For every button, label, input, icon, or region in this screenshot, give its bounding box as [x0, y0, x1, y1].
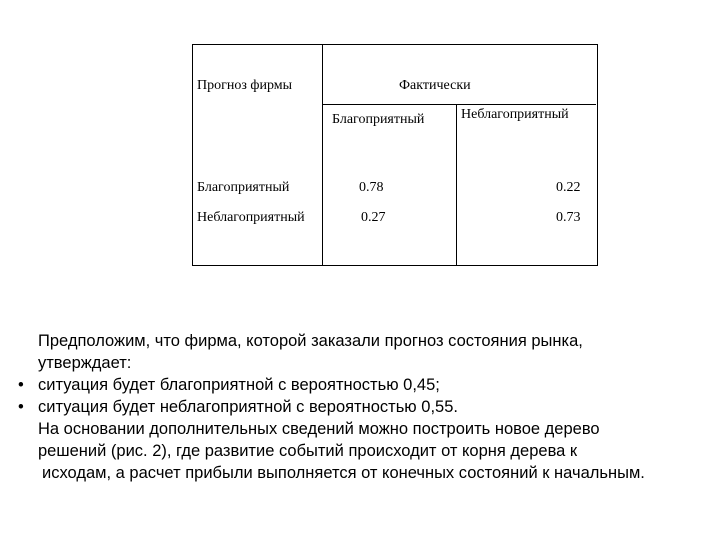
text-line: исходам, а расчет прибыли выполняется от конечных состояний к начальным. — [42, 464, 645, 482]
cell-unfavorable-favorable: 0.27 — [361, 210, 386, 225]
bullet-icon: • — [18, 398, 24, 416]
table-divider-header — [322, 104, 596, 105]
text-line: Предположим, что фирма, которой заказали прогноз состояния рынка, — [38, 332, 583, 350]
row-label-unfavorable: Неблагоприятный — [197, 210, 305, 225]
bullet-icon: • — [18, 376, 24, 394]
table-divider-columns — [456, 104, 457, 266]
row-label-favorable: Благоприятный — [197, 180, 290, 195]
cell-favorable-favorable: 0.78 — [359, 180, 384, 195]
text-line: решений (рис. 2), где развитие событий происходит от корня дерева к — [38, 442, 578, 460]
cell-favorable-unfavorable: 0.22 — [556, 180, 581, 195]
bullet-item — [18, 374, 708, 396]
description-paragraph — [18, 330, 708, 484]
bullet-text: ситуация будет благоприятной с вероятностью 0,45; — [38, 376, 440, 394]
col-header-favorable: Благоприятный — [332, 112, 425, 127]
header-actual-label: Фактически — [399, 78, 471, 93]
header-forecast-label: Прогноз фирмы — [197, 78, 292, 93]
col-header-unfavorable: Неблагоприятный — [461, 107, 569, 122]
text-line: утверждает: — [38, 354, 132, 372]
cell-unfavorable-unfavorable: 0.73 — [556, 210, 581, 225]
bullet-text: ситуация будет неблагоприятной с вероятностью 0,55. — [38, 398, 458, 416]
text-line: На основании дополнительных сведений можно построить новое дерево — [38, 420, 600, 438]
table-divider-vertical — [322, 44, 323, 266]
bullet-item — [18, 396, 708, 418]
